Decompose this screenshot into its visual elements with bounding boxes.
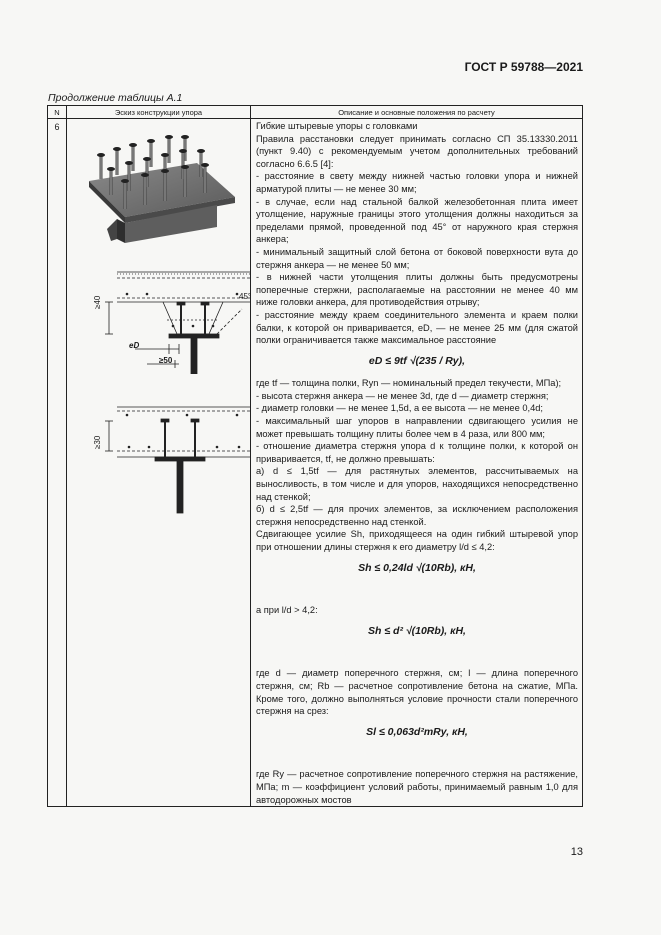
header-n: N	[48, 106, 67, 119]
page-number: 13	[570, 846, 583, 858]
formula-ed: eD ≤ 9tf √(235 / Ry),	[368, 354, 466, 367]
description-paragraph: - максимальный шаг упоров в направлении сдвигающего усилия не может превышать толщину плиты более чем в 4 раза, или 800 мм;	[256, 416, 578, 439]
description-paragraph: Сдвигающее усилие Sh, приходящееся на один гибкий штыревой упор при отношении длины стержня к его диаметру l/d ≤ 4,2:	[256, 529, 578, 552]
table-header-row	[48, 106, 583, 119]
table-row	[48, 119, 583, 807]
description-paragraph: б) d ≤ 2,5tf — для прочих элементов, за исключением расположения стержня непосредственно над стенкой.	[256, 504, 578, 527]
header-description: Описание и основные положения по расчету	[251, 106, 583, 119]
table-caption: Продолжение таблицы А.1	[48, 92, 183, 104]
description-paragraph: - расстояние между краем соединительного элемента и краем полки балки, к которой он приваривается, eD, — не менее 25 мм (для сжатой полки ограничивается также максимальное расстояние	[256, 309, 578, 346]
description-paragraph: - расстояние в свету между нижней частью головки упора и нижней арматурой плиты — не менее 30 мм;	[256, 171, 578, 194]
description-paragraph: где tf — толщина полки, Ryn — номинальный предел текучести, МПа);	[256, 378, 562, 389]
description-paragraph: - в случае, если над стальной балкой железобетонная плита имеет утолщение, наружные границы этого утолщения должны находиться за пределами прямой, проведенной под 45° от наружного края стержня анкера;	[256, 196, 578, 245]
row-number: 6	[48, 119, 67, 807]
description-cell	[251, 119, 583, 807]
slab-section-drawing	[67, 391, 251, 521]
description-paragraph: - в нижней части утолщения плиты должны быть предусмотрены поперечные стержни, располагаемые на расстоянии не менее 40 мм ниже головки анкера, для противодействия отрыву;	[256, 272, 578, 308]
stud-table	[47, 105, 583, 807]
description-paragraph: Правила расстановки следует принимать согласно СП 35.13330.2011 (пункт 9.40) с рекомендуемым учетом дополнительных требований согласно 6.6.5 [4]:	[256, 133, 578, 169]
description-paragraph: - высота стержня анкера — не менее 3d, где d — диаметр стержня;	[256, 390, 549, 401]
dim-label-40: ≥40	[93, 295, 102, 309]
formula-sh-short: Sh ≤ 0,24ld √(10Rb), кН,	[358, 561, 476, 574]
description-paragraph: - диаметр головки — не менее 1,5d, а ее высота — не менее 0,4d;	[256, 403, 544, 414]
condition-long-stud: а при l/d > 4,2:	[256, 605, 318, 616]
formula-sh-long: Sh ≤ d² √(10Rb), кН,	[368, 624, 466, 637]
header-sketch: Эскиз конструкции упора	[67, 106, 251, 119]
description-paragraph: а) d ≤ 1,5tf — для растянутых элементов, рассчитываемых на выносливость, в том числе и для упоров, находящихся непосредственно над стенкой;	[256, 466, 578, 502]
description-paragraph: Гибкие штыревые упоры с головками	[256, 121, 418, 131]
sketch-cell	[67, 119, 251, 807]
stud-3d-illustration	[67, 119, 251, 249]
dim-label-ed: eD	[129, 341, 140, 350]
formula-sl: Sl ≤ 0,063d²mRy, кН,	[366, 725, 468, 738]
description-paragraph: - минимальный защитный слой бетона от боковой поверхности вута до стержня анкера — не менее 50 мм;	[256, 246, 578, 270]
description-paragraph: где d — диаметр поперечного стержня, см; l — длина поперечного стержня, см; Rb — расчетное сопротивление бетона на сжатие, МПа. Кроме того, должно выполняться условие прочности стали поперечного стержня на срез:	[256, 668, 578, 717]
dim-label-50: ≥50	[159, 356, 173, 365]
description-paragraph: где Ry — расчетное сопротивление поперечного стержня на растяжение, МПа; m — коэффициент условий работы, принимаемый равным 1,0 для автодорожных мостов	[256, 769, 578, 805]
description-paragraph: - отношение диаметра стержня упора d к толщине полки, к которой он приваривается, tf, не должно превышать:	[256, 441, 578, 464]
dim-label-30: ≥30	[93, 435, 102, 449]
dim-label-45deg: 45°	[239, 292, 252, 301]
standard-code: ГОСТ Р 59788—2021	[464, 60, 583, 74]
